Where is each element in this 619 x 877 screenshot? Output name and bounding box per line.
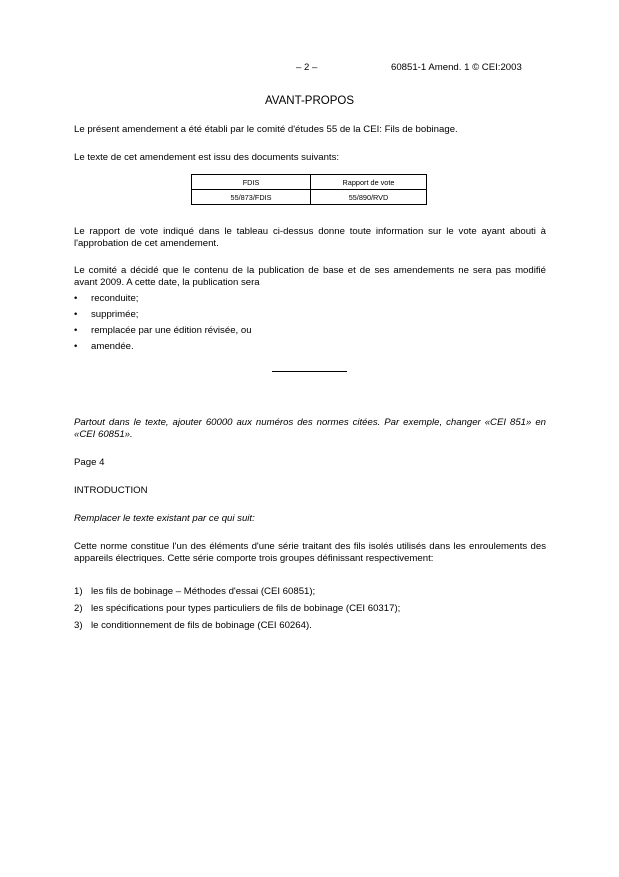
list-item: reconduite; [91, 293, 139, 304]
paragraph-documents: Le texte de cet amendement est issu des documents suivants: [74, 152, 340, 163]
list-item: les spécifications pour types particuliers de fils de bobinage (CEI 60317); [91, 603, 401, 614]
instruction-replace: Remplacer le texte existant par ce qui suit: [74, 513, 255, 524]
list-number: 3) [74, 620, 83, 631]
table-row [192, 190, 427, 205]
bullet-marker: • [74, 325, 78, 336]
paragraph-committee: Le présent amendement a été établi par le comité d'études 55 de la CEI: Fils de bobinage. [74, 124, 458, 135]
section-heading: INTRODUCTION [74, 485, 148, 496]
instruction-renumber: Partout dans le texte, ajouter 60000 aux numéros des normes citées. Par exemple, changer «CEI 851» en «CEI 60851». [74, 417, 546, 440]
list-item: amendée. [91, 341, 134, 352]
document-reference: 60851-1 Amend. 1 © CEI:2003 [391, 62, 522, 73]
table-cell-rvd: 55/890/RVD [311, 190, 427, 205]
paragraph-decision: Le comité a décidé que le contenu de la publication de base et de ses amendements ne sera pas modifié avant 2009. A cette date, la publication sera [74, 265, 546, 288]
section-divider [272, 371, 347, 372]
list-item: le conditionnement de fils de bobinage (CEI 60264). [91, 620, 312, 631]
bullet-marker: • [74, 293, 78, 304]
paragraph-vote-report: Le rapport de vote indiqué dans le tableau ci-dessus donne toute information sur le vote ayant abouti à l'approbation de cet amendement. [74, 226, 546, 249]
table-header-fdis: FDIS [192, 175, 311, 190]
bullet-marker: • [74, 309, 78, 320]
page-reference: Page 4 [74, 457, 105, 468]
list-number: 1) [74, 586, 83, 597]
list-item: supprimée; [91, 309, 139, 320]
table-header-row [192, 175, 427, 190]
paragraph-introduction: Cette norme constitue l'un des éléments d'une série traitant des fils isolés utilisés dans les enroulements des appareils électriques. Cette série comporte trois groupes définissant respectivement: [74, 541, 546, 564]
list-item: les fils de bobinage – Méthodes d'essai (CEI 60851); [91, 586, 316, 597]
page-number: – 2 – [296, 62, 318, 73]
list-item: remplacée par une édition révisée, ou [91, 325, 252, 336]
list-number: 2) [74, 603, 83, 614]
table-header-rapport: Rapport de vote [311, 175, 427, 190]
page-title: AVANT-PROPOS [264, 95, 355, 107]
bullet-marker: • [74, 341, 78, 352]
vote-table [191, 174, 427, 205]
table-cell-fdis: 55/873/FDIS [192, 190, 311, 205]
